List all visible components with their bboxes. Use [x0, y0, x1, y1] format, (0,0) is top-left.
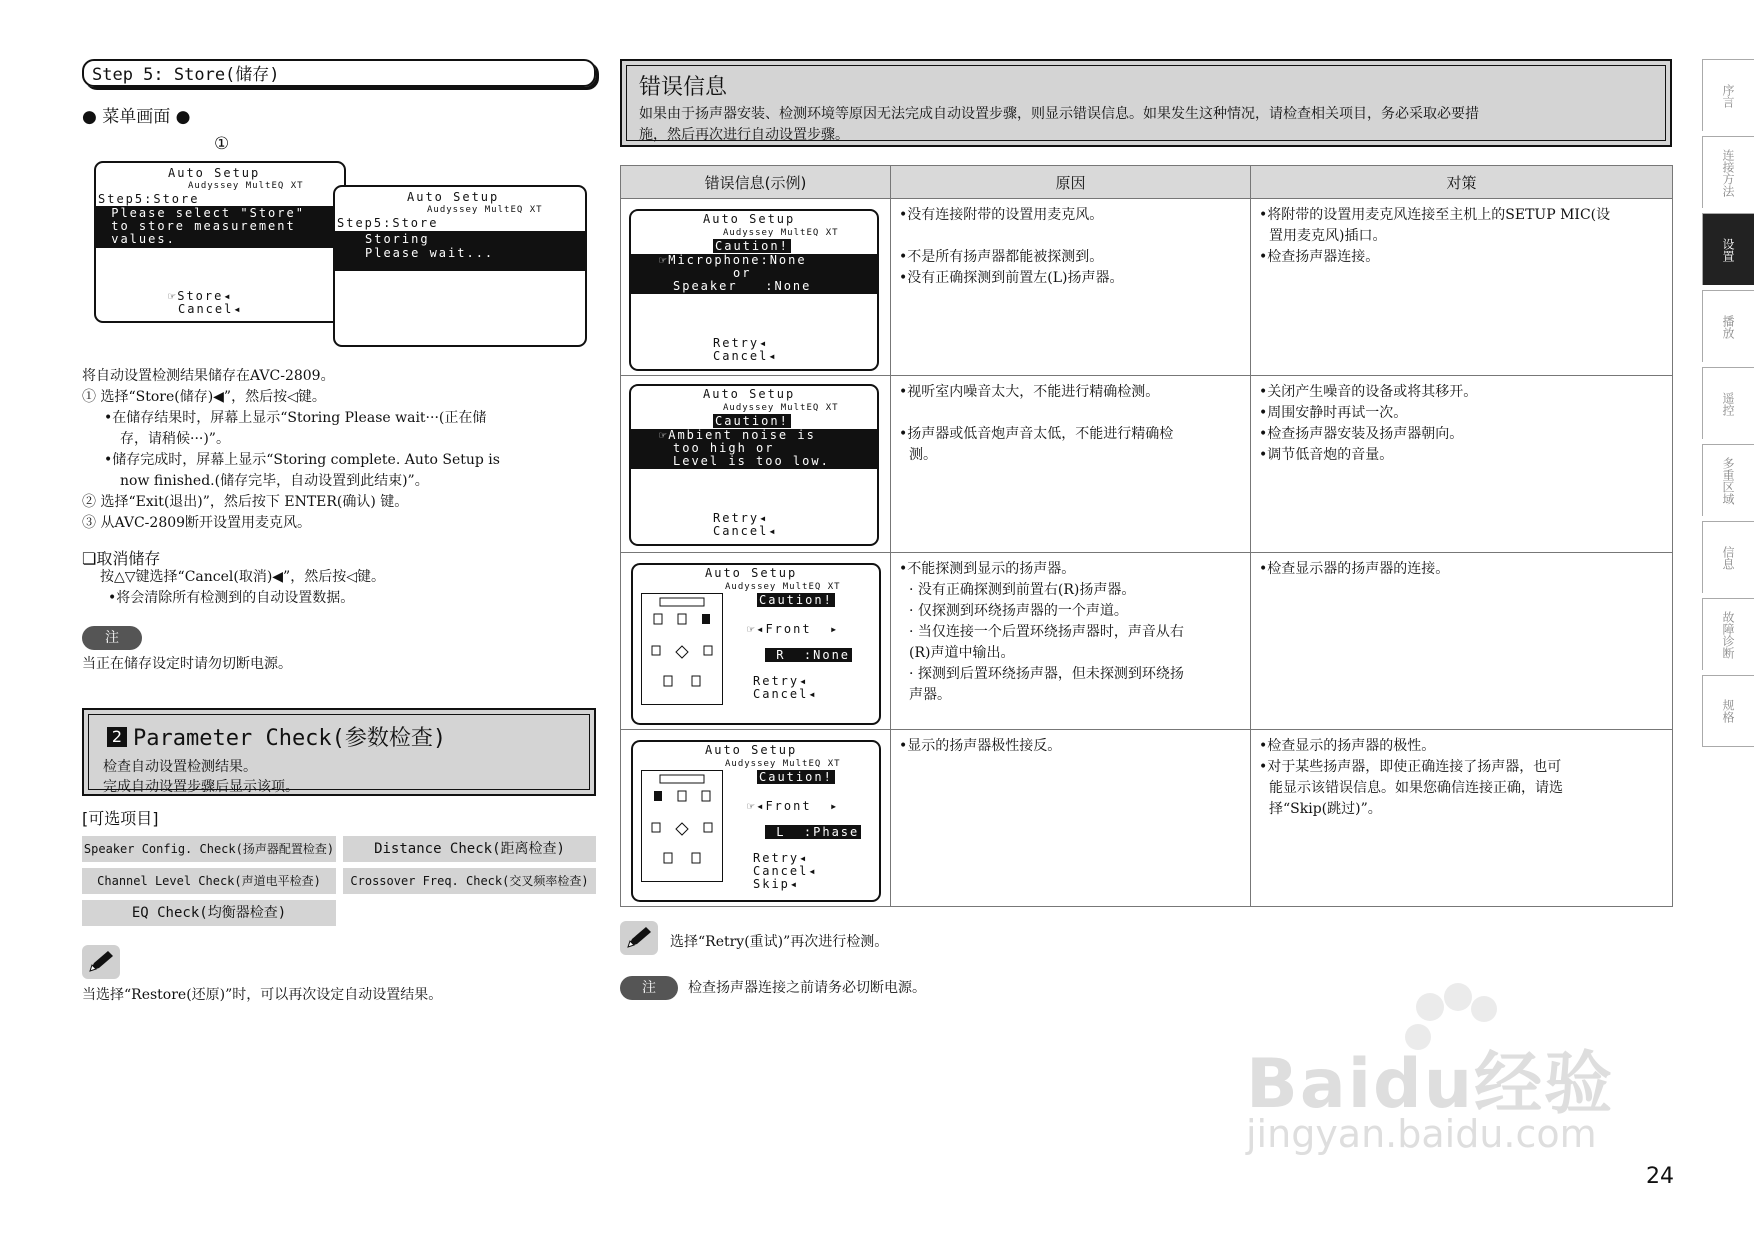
watermark-logo-text: Baidu经验: [1246, 1045, 1615, 1124]
section-number: 2: [107, 727, 127, 747]
intro-line: 如果由于扬声器安装、检测环境等原因无法完成自动设置步骤，则显示错误信息。如果发生这种情况，请检查相关项目，务必采取必要措: [639, 106, 1479, 122]
cause-line: •扬声器或低音炮声音太低，不能进行精确检: [899, 426, 1174, 442]
lcd-retry: Retry◂: [713, 511, 769, 525]
instruction-line: •在储存结果时，屏幕上显示“Storing Please wait···(正在储: [104, 410, 487, 426]
option-speaker-config: Speaker Config. Check(扬声器配置检查): [82, 836, 336, 862]
store-instructions: [82, 366, 602, 534]
error-screen-mic: [629, 209, 879, 371]
tab-connections[interactable]: [1702, 136, 1754, 208]
tab-information[interactable]: [1702, 521, 1754, 593]
note-badge: 注: [620, 976, 678, 1000]
lcd-step: Step5:Store: [98, 192, 200, 206]
table-row: [621, 376, 1673, 553]
option-channel-level: Channel Level Check(声道电平检查): [82, 868, 336, 894]
lcd-subtitle: Audyssey MultEQ XT: [427, 205, 543, 215]
lcd-subtitle: Audyssey MultEQ XT: [723, 228, 839, 238]
cause-line: · 探测到后置环绕扬声器，但未探测到环绕扬: [909, 666, 1184, 682]
retry-tip: 选择“Retry(重试)”再次进行检测。: [670, 934, 889, 950]
lcd-line: Level is too low.: [673, 454, 830, 468]
lcd-caution: Caution!: [715, 414, 789, 428]
cancel-line: 按△▽键选择“Cancel(取消)◀”，然后按◁键。: [100, 569, 385, 585]
tab-label: 设置: [1721, 237, 1735, 262]
cause-line: •显示的扬声器极性接反。: [899, 738, 1062, 754]
lcd-message-box: [631, 429, 877, 469]
error-info-title: 错误信息: [639, 75, 728, 100]
lcd-line: Please select "Store": [102, 206, 305, 220]
lcd-subtitle: Audyssey MultEQ XT: [723, 403, 839, 413]
lcd-message-box: [335, 231, 585, 271]
lcd-line: to store measurement: [102, 219, 296, 233]
lcd-caution: Caution!: [715, 239, 789, 253]
tab-label: 规格: [1721, 699, 1735, 723]
instruction-line: 存，请稍候···)”。: [120, 431, 230, 447]
instruction-line: ① 选择“Store(储存)◀”，然后按◁键。: [82, 389, 326, 405]
restore-note: 当选择“Restore(还原)”时，可以再次设定自动设置结果。: [82, 987, 443, 1003]
desc-line: 完成自动设置步骤后显示该项。: [103, 779, 299, 795]
table-row: [621, 730, 1673, 907]
lcd-line: or: [733, 266, 752, 280]
lcd-title: Auto Setup: [705, 743, 798, 757]
step-marker-1: ①: [214, 134, 230, 154]
error-table: [620, 165, 1673, 907]
lcd-step: Step5:Store: [337, 216, 439, 230]
cancel-line: •将会清除所有检测到的自动设置数据。: [108, 590, 355, 606]
error-screen-phase: [631, 740, 881, 902]
lcd-retry: Retry◂: [753, 674, 809, 688]
menu-title: ● 菜单画面 ●: [82, 107, 191, 127]
note-text: 当正在储存设定时请勿切断电源。: [82, 656, 292, 672]
cause-spacer: [899, 226, 1242, 247]
lcd-channel-select: ☞◂Front ▸: [747, 799, 840, 813]
lcd-line: Please wait...: [365, 246, 495, 260]
lcd-line: ☞Microphone:None: [659, 253, 807, 267]
cause-line: •视听室内噪音太大，不能进行精确检测。: [899, 384, 1160, 400]
table-row: [621, 199, 1673, 376]
instruction-line: •储存完成时，屏幕上显示“Storing complete. Auto Setup is: [104, 452, 500, 468]
fix-line: •检查扬声器连接。: [1259, 249, 1380, 265]
lcd-caution: Caution!: [759, 770, 833, 784]
lcd-line: Storing: [365, 232, 430, 246]
fix-line: •将附带的设置用麦克风连接至主机上的SETUP MIC(设: [1259, 207, 1611, 223]
cause-line: · 仅探测到环绕扬声器的一个声道。: [909, 603, 1128, 619]
option-eq-check: EQ Check(均衡器检查): [82, 900, 336, 926]
tab-preface[interactable]: [1702, 59, 1754, 131]
option-crossover-freq: Crossover Freq. Check(交叉频率检查): [343, 868, 596, 894]
lcd-title: Auto Setup: [703, 387, 796, 401]
lcd-title: Auto Setup: [705, 566, 798, 580]
cause-line: · 没有正确探测到前置右(R)扬声器。: [909, 582, 1136, 598]
lcd-subtitle: Audyssey MultEQ XT: [188, 181, 304, 191]
tab-label: 播放: [1721, 314, 1735, 339]
lcd-retry: Retry◂: [713, 336, 769, 350]
cause-line: •不是所有扬声器都能被探测到。: [899, 249, 1104, 265]
lcd-store-option: ☞Store◂: [168, 289, 233, 303]
col-header-error: 错误信息(示例): [621, 166, 891, 199]
lcd-subtitle: Audyssey MultEQ XT: [725, 759, 841, 769]
cause-line: · 当仅连接一个后置环绕扬声器时，声音从右: [909, 624, 1184, 640]
fix-line: •检查显示器的扬声器的连接。: [1259, 561, 1450, 577]
tab-label: 多重区域: [1721, 456, 1735, 505]
tab-multi-zone[interactable]: [1702, 444, 1754, 516]
cause-line: •没有连接附带的设置用麦克风。: [899, 207, 1104, 223]
lcd-cancel: Cancel◂: [753, 687, 818, 701]
tab-troubleshooting[interactable]: [1702, 598, 1754, 670]
note-badge: 注: [82, 626, 142, 650]
lcd-title: Auto Setup: [407, 190, 500, 204]
tab-playback[interactable]: [1702, 290, 1754, 362]
lcd-channel-value: L :Phase: [767, 825, 860, 839]
instruction-line: 将自动设置检测结果储存在AVC-2809。: [82, 368, 335, 384]
lcd-line: Speaker :None: [673, 279, 812, 293]
lcd-message-box: [631, 254, 877, 294]
lcd-line: values.: [102, 232, 176, 246]
note-text: 检查扬声器连接之前请务必切断电源。: [688, 980, 926, 996]
cause-line: 测。: [909, 447, 937, 463]
instruction-line: now finished.(储存完毕，自动设置到此结束)”。: [120, 473, 429, 489]
cancel-store-text: [100, 567, 385, 609]
instruction-line: ③ 从AVC-2809断开设置用麦克风。: [82, 515, 312, 531]
cancel-store-heading: ❏取消储存: [82, 549, 161, 568]
watermark-url: jingyan.baidu.com: [1246, 1112, 1597, 1156]
tab-specifications[interactable]: [1702, 675, 1754, 747]
tab-label: 故障诊断: [1721, 610, 1735, 659]
lcd-screen-storing: [333, 185, 587, 347]
tab-label: 信息: [1721, 545, 1735, 570]
lcd-caution: Caution!: [759, 593, 833, 607]
option-distance-check: Distance Check(距离检查): [343, 836, 596, 862]
lcd-cancel-option: Cancel◂: [178, 302, 243, 316]
options-heading: [可选项目]: [82, 809, 159, 828]
cause-line: 声器。: [909, 687, 951, 703]
tab-setup[interactable]: [1702, 213, 1754, 285]
pencil-icon: [82, 945, 120, 979]
error-info-box: [620, 59, 1672, 147]
lcd-cancel: Cancel◂: [713, 349, 778, 363]
error-screen-speaker-missing: [631, 563, 881, 725]
fix-line: •对于某些扬声器，即使正确连接了扬声器，也可: [1259, 759, 1562, 775]
col-header-fix: 对策: [1251, 166, 1673, 199]
fix-line: 置用麦克风)插口。: [1269, 228, 1387, 244]
fix-line: •周围安静时再试一次。: [1259, 405, 1408, 421]
step-header: Step 5: Store(储存): [82, 59, 596, 87]
parameter-check-title: Parameter Check(参数检查): [133, 726, 447, 751]
tab-label: 连接方法: [1721, 148, 1735, 197]
tab-remote[interactable]: [1702, 367, 1754, 439]
parameter-check-box: [82, 708, 596, 796]
lcd-cancel: Cancel◂: [713, 524, 778, 538]
lcd-line: too high or: [673, 441, 775, 455]
cause-line: •不能探测到显示的扬声器。: [899, 561, 1076, 577]
cause-spacer: [899, 403, 1242, 424]
fix-line: 择“Skip(跳过)”。: [1269, 801, 1382, 817]
lcd-screen-store-prompt: [94, 161, 346, 323]
parameter-check-desc: [103, 757, 299, 797]
desc-line: 检查自动设置检测结果。: [103, 759, 257, 775]
fix-line: •调节低音炮的音量。: [1259, 447, 1394, 463]
lcd-channel-value: R :None: [767, 648, 851, 662]
lcd-title: Auto Setup: [703, 212, 796, 226]
lcd-title: Auto Setup: [168, 166, 261, 180]
fix-line: •关闭产生噪音的设备或将其移开。: [1259, 384, 1478, 400]
tab-label: 遥控: [1721, 391, 1735, 416]
lcd-channel-select: ☞◂Front ▸: [747, 622, 840, 636]
error-screen-noise: [629, 384, 879, 546]
lcd-line: ☞Ambient noise is: [659, 428, 816, 442]
lcd-cancel: Cancel◂: [753, 864, 818, 878]
fix-line: 能显示该错误信息。如果您确信连接正确，请选: [1269, 780, 1563, 796]
tab-label: 序言: [1721, 83, 1735, 108]
table-row: [621, 553, 1673, 730]
page-number: 24: [1646, 1164, 1674, 1189]
cause-line: •没有正确探测到前置左(L)扬声器。: [899, 270, 1124, 286]
intro-line: 施，然后再次进行自动设置步骤。: [639, 127, 849, 143]
lcd-skip: Skip◂: [753, 877, 800, 891]
cause-line: (R)声道中输出。: [909, 645, 1015, 661]
instruction-line: ② 选择“Exit(退出)”，然后按下 ENTER(确认) 键。: [82, 494, 409, 510]
fix-line: •检查显示的扬声器的极性。: [1259, 738, 1436, 754]
lcd-message-box: [96, 206, 344, 248]
fix-line: •检查扬声器安装及扬声器朝向。: [1259, 426, 1464, 442]
col-header-cause: 原因: [891, 166, 1251, 199]
error-info-intro: [639, 104, 1657, 146]
lcd-subtitle: Audyssey MultEQ XT: [725, 582, 841, 592]
pencil-icon: [620, 921, 658, 955]
lcd-retry: Retry◂: [753, 851, 809, 865]
